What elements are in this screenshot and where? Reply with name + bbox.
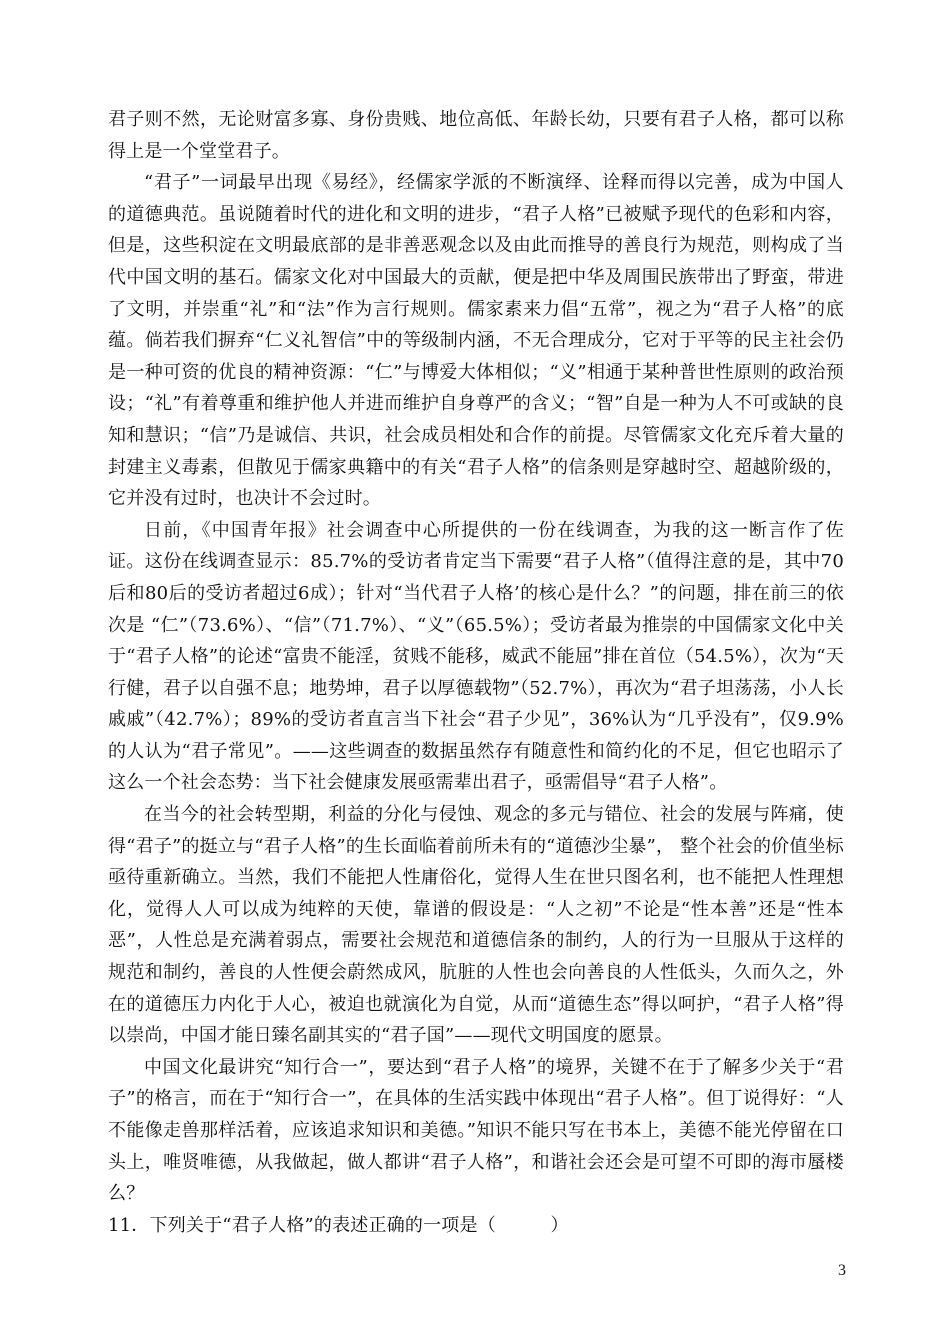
- page-number: 3: [838, 1262, 846, 1279]
- paragraph-knowledge-action: 中国文化最讲究“知行合一”，要达到“君子人格”的境界，关键不在于了解多少关于“君子”的格言，而在于“知行合一”，在具体的生活实践中体现出“君子人格”。但丁说得好：“人不能像走兽那样活着，应该追求知识和美德。”知识不能只写在书本上，美德不能光停留在口头上，唯贤唯德，从我做起，做人都讲“君子人格”，和谐社会还会是可望不可即的海市蜃楼么？: [108, 1056, 844, 1205]
- document-body: [108, 104, 844, 1241]
- paragraph-junzi-origin: “君子”一词最早出现《易经》，经儒家学派的不断演绎、诠释而得以完善，成为中国人的道德典范。虽说随着时代的进化和文明的进步，“君子人格”已被赋予现代的色彩和内容，但是，这些积淀在文明最底部的是非善恶观念以及由此而推导的善良行为规范，则构成了当代中国文明的基石。儒家文化对中国最大的贡献，便是把中华及周围民族带出了野蛮，带进了文明，并崇重“礼”和“法”作为言行规则。儒家素来力倡“五常”，视之为“君子人格”的底蕴。倘若我们摒弃“仁义礼智信”中的等级制内涵，不无合理成分，它对于平等的民主社会仍是一种可资的优良的精神资源：“仁”与博爱大体相似；“义”相通于某种普世性原则的政治预设；“礼”有着尊重和维护他人并进而维护自身尊严的含义；“智”自是一种为人不可或缺的良知和慧识；“信”乃是诚信、共识，社会成员相处和合作的前提。尽管儒家文化充斥着大量的封建主义毒素，但散见于儒家典籍中的有关“君子人格”的信条则是穿越时空、超越阶级的，它并没有过时，也决计不会过时。: [108, 172, 844, 510]
- paragraph-social-transition: 在当今的社会转型期，利益的分化与侵蚀、观念的多元与错位、社会的发展与阵痛，使得“君子”的挺立与“君子人格”的生长面临着前所未有的“道德沙尘暴”， 整个社会的价值坐标亟待重新确立。当然，我们不能把人性庸俗化，觉得人生在世只图名利，也不能把人性理想化，觉得人人可以成为纯粹的天使，靠谱的假设是：“人之初”不论是“性本善”还是“性本恶”，人性总是充满着弱点，需要社会规范和道德信条的制约，人的行为一旦服从于这样的规范和制约，善良的人性便会蔚然成风，肮脏的人性也会向善良的人性低头，久而久之，外在的道德压力内化于人心，被迫也就演化为自觉，从而“道德生态”得以呵护，“君子人格”得以崇尚，中国才能日臻名副其实的“君子国”——现代文明国度的愿景。: [108, 804, 844, 1047]
- paragraph-continuation: 君子则不然，无论财富多寡、身份贵贱、地位高低、年龄长幼，只要有君子人格，都可以称得上是一个堂堂君子。: [108, 109, 844, 162]
- paragraph-survey: 日前，《中国青年报》社会调查中心所提供的一份在线调查，为我的这一断言作了佐证。这份在线调查显示：85.7%的受访者肯定当下需要“君子人格”（值得注意的是，其中70后和80后的受访者超过6成）；针对“当代君子人格’的核心是什么？”的问题，排在前三的依次是 “仁”（73.6%）、“信”（71.7%）、“义”（65.5%）；受访者最为推崇的中国儒家文化中关于“君子人格”的论述“富贵不能淫，贫贱不能移，威武不能屈”排在首位（54.5%），次为“天行健，君子以自强不息；地势坤，君子以厚德载物”（52.7%），再次为“君子坦荡荡，小人长戚戚”（42.7%）；89%的受访者直言当下社会“君子少见”，36%认为“几乎没有”，仅9.9%的人认为“君子常见”。——这些调查的数据虽然存有随意性和简约化的不足，但它也昭示了这么一个社会态势：当下社会健康发展亟需辈出君子，亟需倡导“君子人格”。: [108, 519, 844, 794]
- question-11: 11．下列关于“君子人格”的表述正确的一项是（ ）: [108, 1214, 569, 1236]
